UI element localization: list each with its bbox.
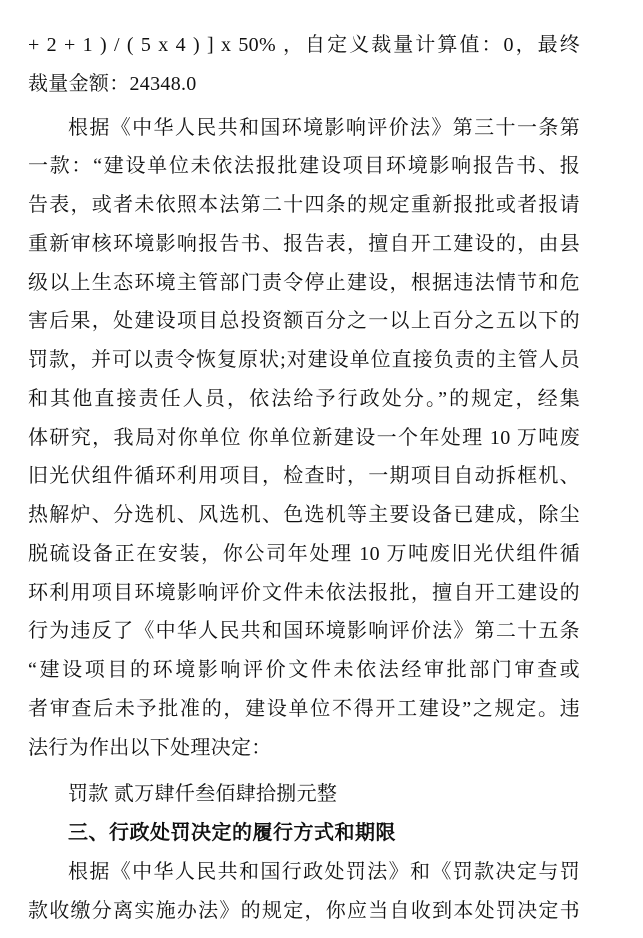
section-heading: 三、行政处罚决定的履行方式和期限	[68, 822, 396, 844]
text-line: 法行为作出以下处理决定：	[28, 736, 272, 759]
text-line: 者审查后未予批准的，建设单位不得开工建设”之规定。违	[28, 697, 580, 720]
text-line: 款收缴分离实施办法》的规定，你应当自收到本处罚决定书	[28, 899, 580, 922]
text-line: 罚款，并可以责令恢复原状;对建设单位直接负责的主管人员	[28, 349, 580, 371]
text-line: 脱硫设备正在安装，你公司年处理 10 万吨废旧光伏组件循	[28, 542, 580, 565]
penalty-amount: 罚款 贰万肆仟叁佰肆拾捌元整	[68, 783, 338, 806]
text-line: 环利用项目环境影响评价文件未依法报批，擅自开工建设的	[28, 581, 580, 604]
text-line: 体研究，我局对你单位 你单位新建设一个年处理 10 万吨废	[28, 426, 580, 449]
text-line: 重新审核环境影响报告书、报告表，擅自开工建设的，由县	[28, 232, 580, 255]
text-line: “建设项目的环境影响评价文件未依法经审批部门审查或	[28, 659, 580, 681]
text-line: 和其他直接责任人员，依法给予行政处分。”的规定，经集	[28, 387, 580, 410]
text-line: 热解炉、分选机、风选机、色选机等主要设备已建成，除尘	[28, 504, 580, 526]
text-line: 根据《中华人民共和国行政处罚法》和《罚款决定与罚	[68, 860, 580, 883]
text-line: 级以上生态环境主管部门责令停止建设，根据违法情节和危	[28, 271, 580, 294]
calculation-paragraph	[28, 26, 580, 104]
text-line: 告表，或者未依照本法第二十四条的规定重新报批或者报请	[28, 194, 580, 216]
text-line: 根据《中华人民共和国环境影响评价法》第三十一条第	[68, 116, 580, 139]
text-line: 裁量金额：24348.0	[28, 72, 197, 95]
penalty-paragraph	[28, 775, 580, 814]
document-page	[28, 26, 580, 930]
text-line: 害后果，处建设项目总投资额百分之一以上百分之五以下的	[28, 310, 580, 333]
section-3	[28, 814, 580, 930]
text-line: 一款：“建设单位未依法报批建设项目环境影响报告书、报	[28, 155, 580, 178]
text-line: 行为违反了《中华人民共和国环境影响评价法》第二十五条	[28, 620, 580, 643]
text-line: 旧光伏组件循环利用项目，检查时，一期项目自动拆框机、	[28, 465, 580, 488]
legal-basis-paragraph	[28, 109, 580, 768]
text-line: + 2 + 1 ) / ( 5 x 4 ) ] x 50% ，自定义裁量计算值：0，最终	[28, 34, 580, 56]
